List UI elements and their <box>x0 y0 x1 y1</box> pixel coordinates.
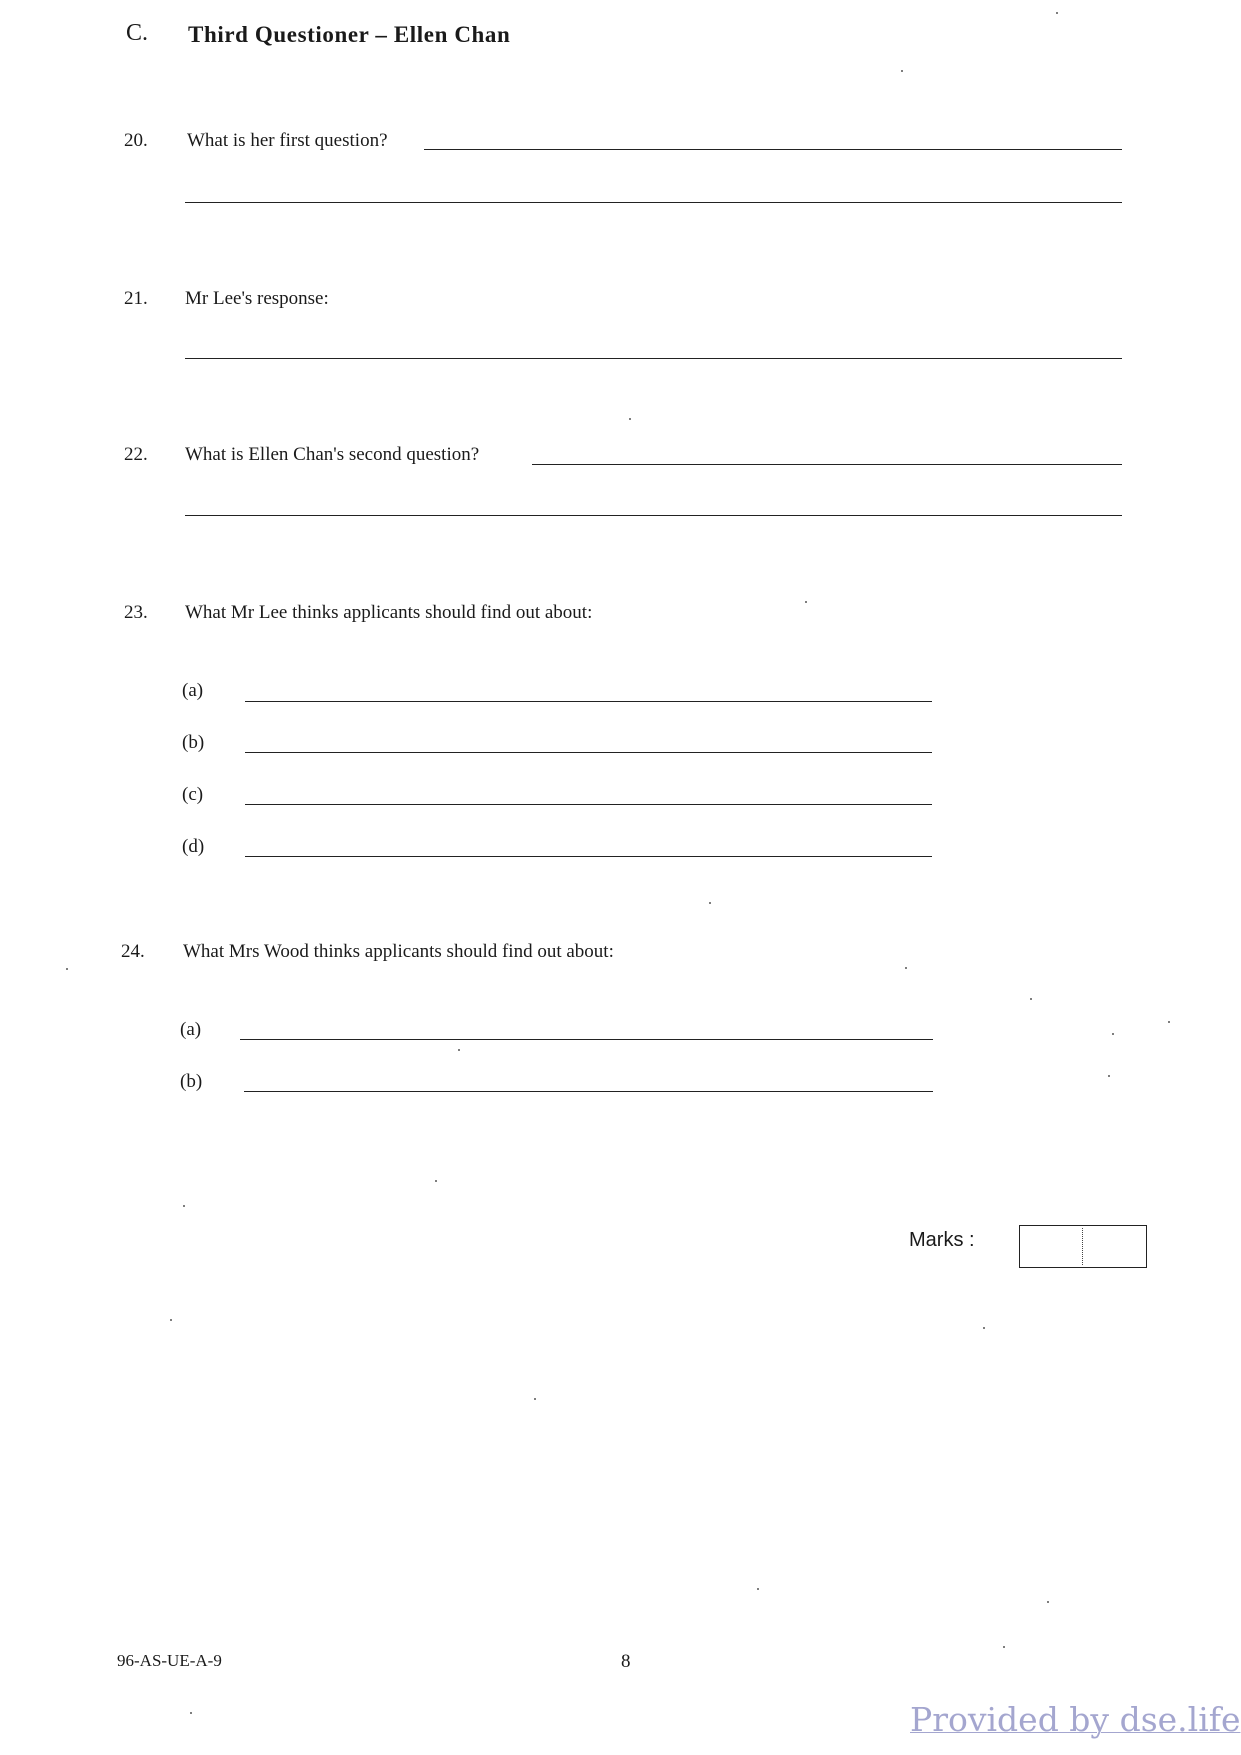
question-22-answer-line-1[interactable] <box>532 464 1122 465</box>
scan-speck <box>1056 12 1058 14</box>
section-letter: C. <box>126 20 149 46</box>
scan-speck <box>709 902 711 904</box>
question-22-number: 22. <box>124 444 148 465</box>
scan-speck <box>901 70 903 72</box>
question-20-answer-line-1[interactable] <box>424 149 1122 150</box>
scan-speck <box>1168 1021 1170 1023</box>
marks-label: Marks : <box>909 1229 975 1251</box>
question-23-part-c-answer-line[interactable] <box>245 804 932 805</box>
scan-speck <box>1108 1075 1110 1077</box>
scan-speck <box>629 418 631 420</box>
scan-speck <box>805 601 807 603</box>
scan-speck <box>435 1180 437 1182</box>
marks-box-divider <box>1082 1228 1083 1265</box>
question-21-answer-line[interactable] <box>185 358 1122 359</box>
question-21-text: Mr Lee's response: <box>185 288 329 309</box>
question-23-part-d-answer-line[interactable] <box>245 856 932 857</box>
scan-speck <box>905 967 907 969</box>
scan-speck <box>1047 1601 1049 1603</box>
question-23-part-b-label: (b) <box>182 732 205 753</box>
scan-speck <box>983 1327 985 1329</box>
marks-box[interactable] <box>1019 1225 1147 1268</box>
question-23-part-a-answer-line[interactable] <box>245 701 932 702</box>
question-20-text: What is her first question? <box>187 130 388 151</box>
question-20-number: 20. <box>124 130 148 151</box>
question-24-part-a-label: (a) <box>180 1019 202 1040</box>
scan-speck <box>183 1205 185 1207</box>
question-24-number: 24. <box>121 941 145 962</box>
scan-speck <box>66 968 68 970</box>
scan-speck <box>458 1049 460 1051</box>
question-24-part-b-label: (b) <box>180 1071 203 1092</box>
scan-speck <box>534 1398 536 1400</box>
scan-speck <box>170 1319 172 1321</box>
watermark-link[interactable]: Provided by dse.life <box>910 1700 1241 1739</box>
question-23-number: 23. <box>124 602 148 623</box>
question-23-part-b-answer-line[interactable] <box>245 752 932 753</box>
scan-speck <box>1112 1033 1114 1035</box>
scan-speck <box>190 1712 192 1714</box>
scan-speck <box>757 1588 759 1590</box>
question-23-part-d-label: (d) <box>182 836 205 857</box>
question-23-part-c-label: (c) <box>182 784 204 805</box>
question-24-part-a-answer-line[interactable] <box>240 1039 933 1040</box>
scan-speck <box>1030 998 1032 1000</box>
section-title: Third Questioner – Ellen Chan <box>188 22 511 47</box>
page-number: 8 <box>621 1651 631 1672</box>
question-24-text: What Mrs Wood thinks applicants should find out about: <box>183 941 614 962</box>
question-23-text: What Mr Lee thinks applicants should find out about: <box>185 602 593 623</box>
question-23-part-a-label: (a) <box>182 680 204 701</box>
scan-speck <box>1003 1646 1005 1648</box>
question-20-answer-line-2[interactable] <box>185 202 1122 203</box>
question-22-text: What is Ellen Chan's second question? <box>185 444 480 465</box>
paper-code: 96-AS-UE-A-9 <box>117 1651 222 1670</box>
question-22-answer-line-2[interactable] <box>185 515 1122 516</box>
question-24-part-b-answer-line[interactable] <box>244 1091 933 1092</box>
question-21-number: 21. <box>124 288 148 309</box>
